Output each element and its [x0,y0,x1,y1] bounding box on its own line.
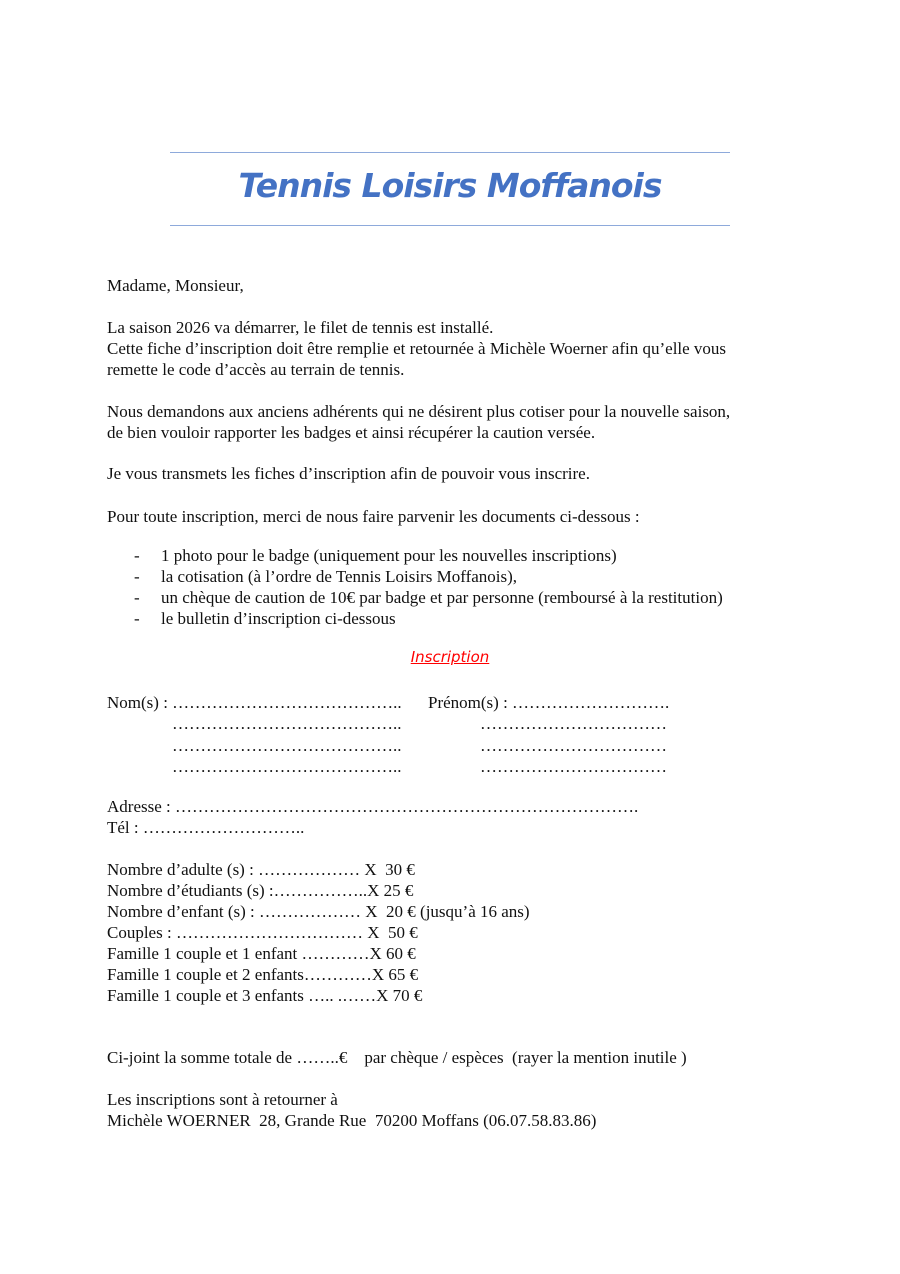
return-instructions: Les inscriptions sont à retourner à [107,1090,338,1109]
adresse-field[interactable]: Adresse : ………………………………………………………………………. [107,797,639,816]
header-bottom-rule [170,225,730,226]
rate-couples[interactable]: Couples : …………………………… X 50 € [107,923,418,942]
bullet-dash: - [134,588,140,607]
rate-enfant[interactable]: Nombre d’enfant (s) : ……………… X 20 € (jusqu’à 16 ans) [107,902,530,921]
paragraph1-line2: Cette fiche d’inscription doit être remplie et retournée à Michèle Woerner afin qu’elle vous [107,339,727,358]
header-top-rule [170,152,730,153]
list-item [107,608,723,629]
rate-etudiants[interactable]: Nombre d’étudiants (s) :……………..X 25 € [107,881,414,900]
rate-famille-2-enfants[interactable]: Famille 1 couple et 2 enfants…………X 65 € [107,965,419,984]
nom-field[interactable]: Nom(s) : ………………………………….. [107,693,402,712]
list-item-text: la cotisation (à l’ordre de Tennis Loisirs Moffanois), [161,567,518,586]
list-item-text: 1 photo pour le badge (uniquement pour les nouvelles inscriptions) [161,546,617,565]
paragraph2-line1: Nous demandons aux anciens adhérents qui ne désirent plus cotiser pour la nouvelle saison, [107,402,731,421]
prenom-field-line3[interactable]: …………………………… [480,736,667,755]
list-item [107,545,723,566]
prenom-field-line4[interactable]: …………………………… [480,757,667,776]
paragraph4: Pour toute inscription, merci de nous faire parvenir les documents ci-dessous : [107,507,640,526]
nom-field-line3[interactable]: ………………………………….. [172,736,402,755]
nom-field-line4[interactable]: ………………………………….. [172,757,402,776]
list-item [107,566,723,587]
club-title: Tennis Loisirs Moffanois [238,166,662,205]
salutation: Madame, Monsieur, [107,276,244,295]
paragraph1-line1: La saison 2026 va démarrer, le filet de tennis est installé. [107,318,494,337]
contact-address: Michèle WOERNER 28, Grande Rue 70200 Moffans (06.07.58.83.86) [107,1111,597,1130]
rate-famille-1-enfant[interactable]: Famille 1 couple et 1 enfant …………X 60 € [107,944,416,963]
paragraph2-line2: de bien vouloir rapporter les badges et ainsi récupérer la caution versée. [107,423,596,442]
documents-list [107,545,723,629]
list-item-text: le bulletin d’inscription ci-dessous [161,609,396,628]
paragraph1-line3: remette le code d’accès au terrain de tennis. [107,360,405,379]
rate-famille-3-enfants[interactable]: Famille 1 couple et 3 enfants ….. .……X 70 € [107,986,423,1005]
prenom-field-line2[interactable]: …………………………… [480,714,667,733]
prenom-field[interactable]: Prénom(s) : ………………………. [428,693,670,712]
bullet-dash: - [134,546,140,565]
list-item-text: un chèque de caution de 10€ par badge et par personne (remboursé à la restitution) [161,588,723,607]
inscription-heading: Inscription [410,648,490,666]
list-item [107,587,723,608]
paragraph3: Je vous transmets les fiches d’inscription afin de pouvoir vous inscrire. [107,464,590,483]
tel-field[interactable]: Tél : ……………………….. [107,818,305,837]
total-line[interactable]: Ci-joint la somme totale de ……..€ par chèque / espèces (rayer la mention inutile ) [107,1048,687,1067]
rate-adulte[interactable]: Nombre d’adulte (s) : ……………… X 30 € [107,860,415,879]
bullet-dash: - [134,567,140,586]
bullet-dash: - [134,609,140,628]
nom-field-line2[interactable]: ………………………………….. [172,714,402,733]
